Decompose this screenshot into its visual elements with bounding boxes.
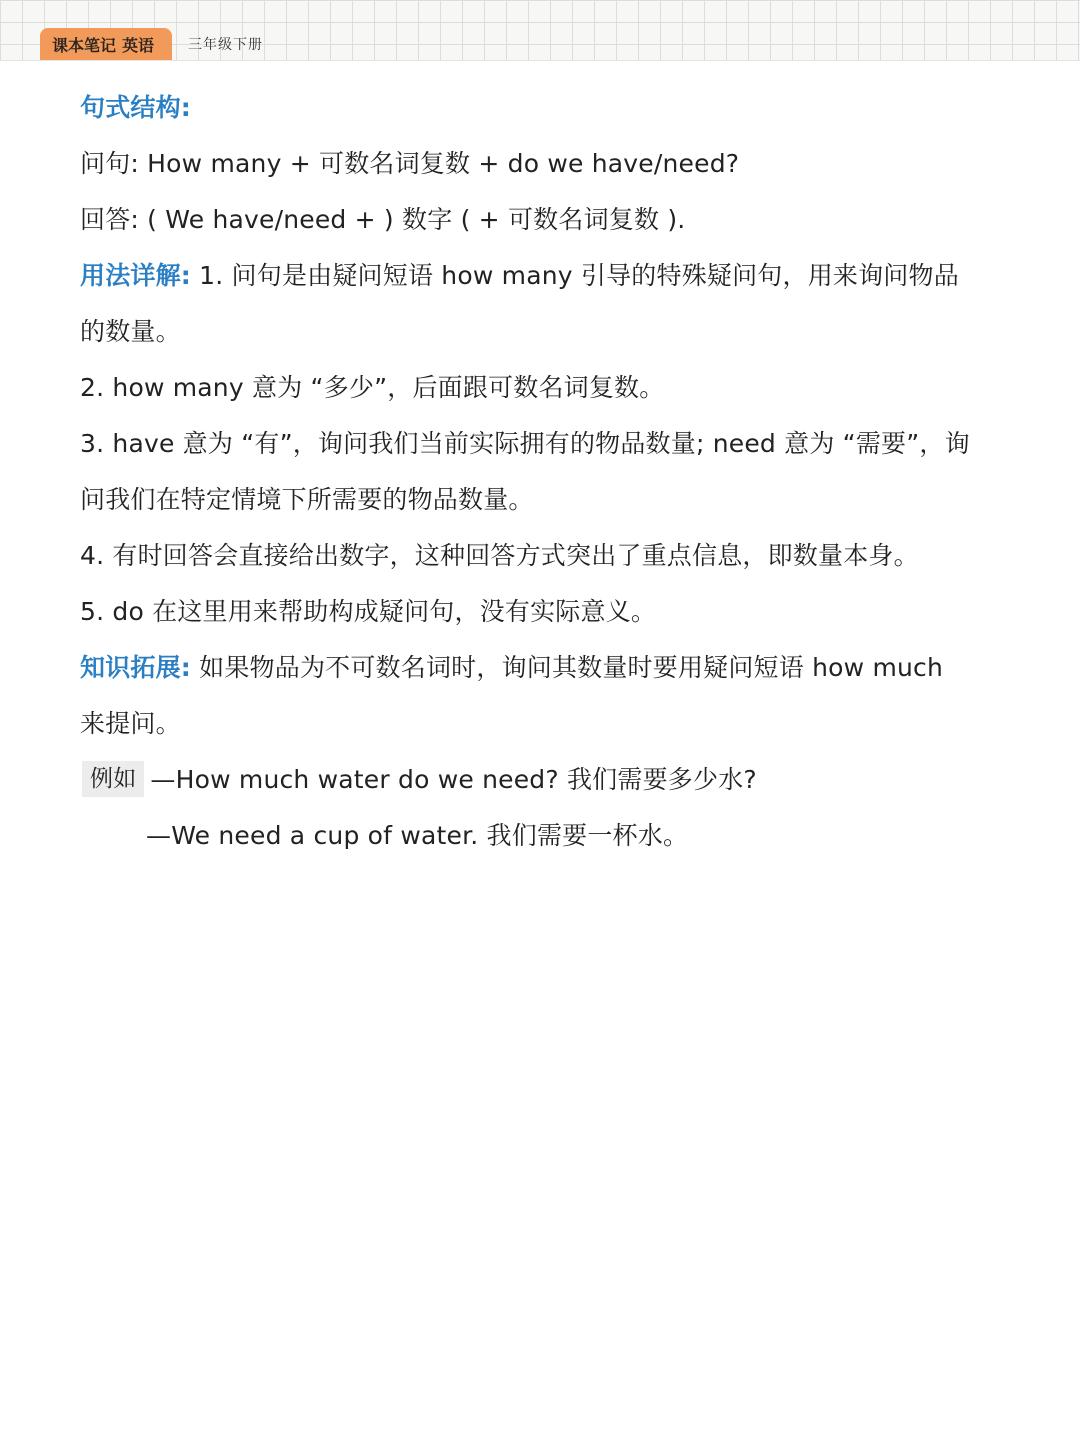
extension-continued: 来提问。	[80, 709, 181, 738]
usage-point-3: 3. have 意为 “有”，询问我们当前实际拥有的物品数量; need 意为 “需要”，询	[80, 429, 970, 458]
usage-point-2: 2. how many 意为 “多少”，后面跟可数名词复数。	[80, 373, 665, 402]
example-question	[80, 752, 1000, 808]
usage-heading: 用法详解:	[80, 261, 191, 290]
example-tag: 例如	[82, 761, 144, 797]
usage-point-1-text: 1. 问句是由疑问短语 how many 引导的特殊疑问句，用来询问物品	[199, 261, 959, 290]
answer-pattern: 回答: ( We have/need + ) 数字 ( + 可数名词复数 ).	[80, 205, 686, 234]
grade-label: 三年级下册	[188, 37, 263, 53]
example-answer: —We need a cup of water. 我们需要一杯水。	[146, 821, 689, 850]
subject-label: 英语	[122, 36, 155, 55]
usage-point-4: 4. 有时回答会直接给出数字，这种回答方式突出了重点信息，即数量本身。	[80, 541, 919, 570]
extension-heading: 知识拓展:	[80, 653, 191, 682]
question-pattern: 问句: How many + 可数名词复数 + do we have/need?	[80, 149, 740, 178]
usage-point-1-continued: 的数量。	[80, 317, 181, 346]
extension-line	[80, 640, 1000, 696]
book-title-tab	[40, 28, 172, 60]
structure-heading: 句式结构:	[80, 93, 191, 122]
page-header	[0, 0, 1080, 61]
note-content	[80, 80, 1000, 864]
usage-point-5: 5. do 在这里用来帮助构成疑问句，没有实际意义。	[80, 597, 657, 626]
example-question-text: —How much water do we need? 我们需要多少水?	[150, 765, 757, 794]
book-title: 课本笔记	[52, 36, 117, 55]
usage-point-1	[80, 248, 1000, 304]
usage-point-3-continued: 问我们在特定情境下所需要的物品数量。	[80, 485, 534, 514]
extension-text: 如果物品为不可数名词时，询问其数量时要用疑问短语 how much	[199, 653, 944, 682]
